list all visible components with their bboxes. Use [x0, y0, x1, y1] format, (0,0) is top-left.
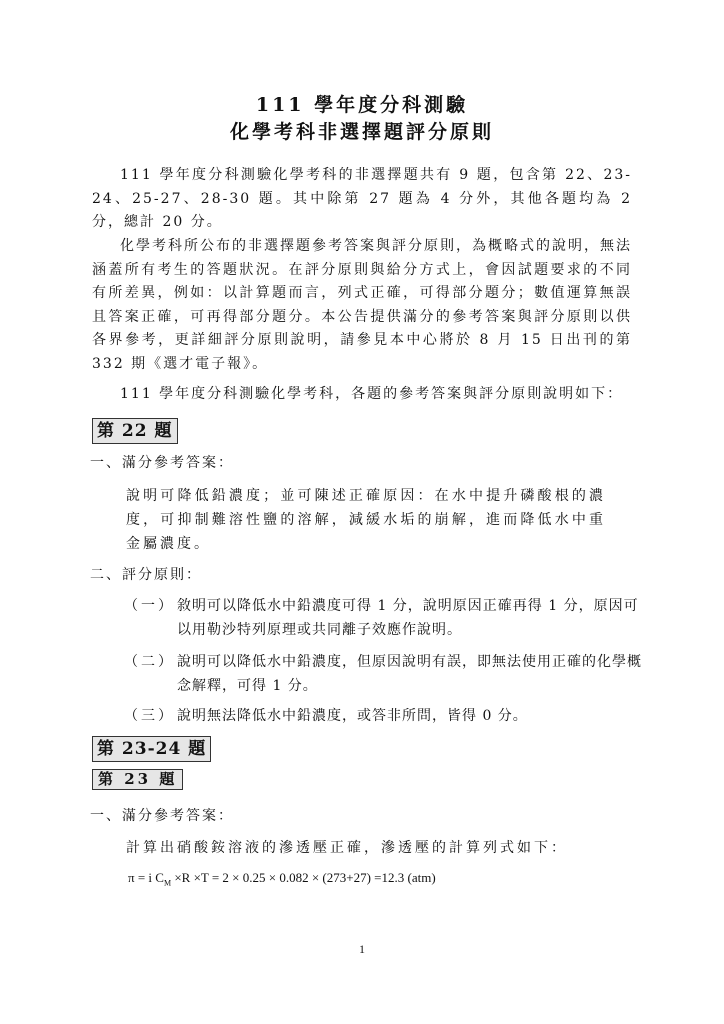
criterion-label: （一）	[124, 598, 175, 614]
page-number: 1	[359, 942, 365, 956]
q22-criterion-3	[124, 704, 644, 728]
criterion-text: 說明無法降低水中鉛濃度，或答非所問，皆得 0 分。	[177, 708, 528, 724]
question-22-heading: 第 22 題	[92, 418, 178, 444]
criterion-label: （二）	[124, 654, 175, 670]
q22-criterion-2	[124, 650, 644, 698]
q23-answer-text: 計算出硝酸銨溶液的滲透壓正確，滲透壓的計算列式如下：	[126, 840, 568, 856]
formula-subscript: M	[163, 878, 172, 888]
criterion-text: 敘明可以降低水中鉛濃度可得 1 分，說明原因正確再得 1 分，原因可以用勒沙特列原理或共同離子效應作說明。	[177, 598, 639, 638]
q23-answer-section-label: 一、滿分參考答案：	[90, 808, 234, 824]
q22-answer-text: 說明可降低鉛濃度；並可陳述正確原因：在水中提升磷酸根的濃度，可抑制難溶性鹽的溶解，減緩水垢的崩解，進而降低水中重金屬濃度。	[126, 488, 606, 552]
formula-part-b: ×R ×T = 2 × 0.25 × 0.082 × (273+27) =12.3 (atm)	[171, 870, 436, 885]
criterion-label: （三）	[124, 708, 175, 724]
question-23-24-heading: 第 23-24 題	[92, 736, 211, 762]
q22-criterion-1	[124, 594, 644, 642]
question-23-heading: 第 23 題	[92, 769, 183, 790]
osmotic-pressure-formula	[128, 870, 436, 888]
document-subtitle: 化學考科非選擇題評分原則	[229, 121, 494, 143]
formula-part-a: π = i C	[128, 870, 164, 885]
q22-answer-section-label: 一、滿分參考答案：	[90, 455, 234, 471]
criterion-text: 說明可以降低水中鉛濃度，但原因說明有誤，即無法使用正確的化學概念解釋，可得 1 分。	[177, 654, 642, 694]
intro-paragraph-1: 111 學年度分科測驗化學考科的非選擇題共有 9 題，包含第 22、23-24、25-27、28-30 題。其中除第 27 題為 4 分外，其他各題均為 2 分，總計 20 分。	[92, 167, 632, 230]
intro-paragraph-3: 111 學年度分科測驗化學考科，各題的參考答案與評分原則說明如下：	[120, 386, 624, 402]
document-title: 111 學年度分科測驗	[255, 94, 469, 116]
q22-criteria-section-label: 二、評分原則：	[90, 567, 202, 583]
intro-paragraph-2: 化學考科所公布的非選擇題參考答案與評分原則，為概略式的說明，無法涵蓋所有考生的答題狀況。在評分原則與給分方式上，會因試題要求的不同有所差異，例如：以計算題而言，列式正確，可得部分題分；數值運算無誤且答案正確，可再得部分題分。本公告提供滿分的參考答案與評分原則以供各界參考，更詳細評分原則說明，請參見本中心將於 8 月 15 日出刊的第 332 期《選才電子報》。	[92, 238, 632, 372]
